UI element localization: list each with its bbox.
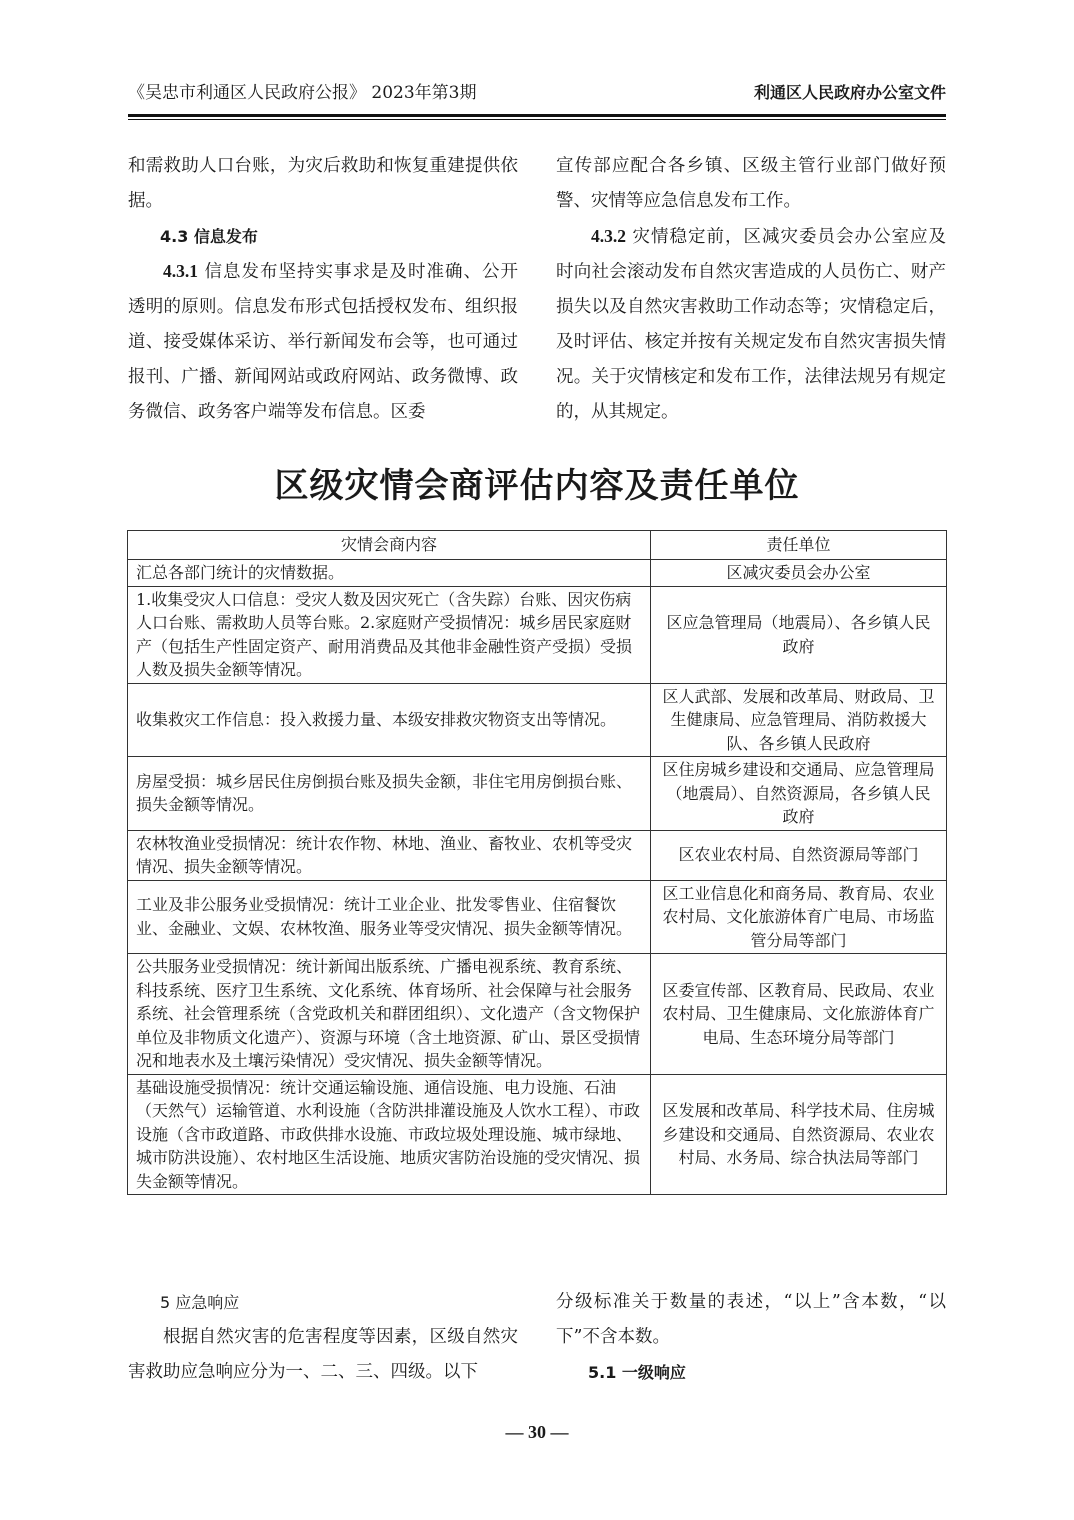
section-heading-4-3: 4.3 信息发布 (160, 227, 258, 246)
content-cell: 公共服务业受损情况：统计新闻出版系统、广播电视系统、教育系统、科技系统、医疗卫生系统、文化系统、体育场所、社会保障与社会服务系统、社会管理系统（含党政机关和群团组织）、文化遗产（含文物保护单位及非物质文化遗产）、资源与环境（含土地资源、矿山、景区受损情况和地表水及土壤污染情况）受灾情况、损失金额等情况。 (128, 954, 651, 1075)
table-row (128, 757, 947, 831)
document-type: 利通区人民政府办公室文件 (753, 83, 946, 102)
paragraph-text: 灾情稳定前，区减灾委员会办公室应及时向社会滚动发布自然灾害造成的人员伤亡、财产损失以及自然灾害救助工作动态等；灾情稳定后，及时评估、核定并按有关规定发布自然灾害损失情况。关于灾情核定和发布工作，法律法规另有规定的，从其规定。 (556, 227, 946, 422)
paragraph: 和需救助人口台账，为灾后救助和恢复重建提供依据。 (128, 156, 518, 211)
content-cell: 工业及非公服务业受损情况：统计工业企业、批发零售业、住宿餐饮业、金融业、文娱、农林牧渔、服务业等受灾情况、损失金额等情况。 (128, 880, 651, 954)
table-row (128, 1074, 947, 1195)
content-cell: 农林牧渔业受损情况：统计农作物、林地、渔业、畜牧业、农机等受灾情况、损失金额等情况。 (128, 830, 651, 880)
unit-cell: 区应急管理局（地震局）、各乡镇人民政府 (651, 586, 947, 683)
table-row (128, 683, 947, 757)
unit-cell: 区发展和改革局、科学技术局、住房城乡建设和交通局、自然资源局、农业农村局、水务局、综合执法局等部门 (651, 1074, 947, 1195)
bottom-right-column (556, 1285, 946, 1390)
table-row (128, 560, 947, 587)
clause-number: 4.3.1 (163, 261, 198, 281)
table-row (128, 954, 947, 1075)
table-title: 区级灾情会商评估内容及责任单位 (274, 466, 800, 506)
section-heading-5: 5 应急响应 (160, 1293, 240, 1312)
column-header-content: 灾情会商内容 (128, 531, 651, 560)
content-cell: 1.收集受灾人口信息：受灾人数及因灾死亡（含失踪）台账、因灾伤病人口台账、需救助人员等台账。2.家庭财产受损情况：城乡居民家庭财产（包括生产性固定资产、耐用消费品及其他非金融性资产受损）受损人数及损失金额等情况。 (128, 586, 651, 683)
paragraph-4-3-1 (128, 254, 518, 430)
unit-cell: 区减灾委员会办公室 (651, 560, 947, 587)
header-rule-thin (128, 119, 946, 120)
table-row (128, 880, 947, 954)
unit-cell: 区人武部、发展和改革局、财政局、卫生健康局、应急管理局、消防救援大队、各乡镇人民政府 (651, 683, 947, 757)
page-number: — 30 — (505, 1422, 569, 1442)
content-cell: 基础设施受损情况：统计交通运输设施、通信设施、电力设施、石油（天然气）运输管道、水利设施（含防洪排灌设施及人饮水工程）、市政设施（含市政道路、市政供排水设施、市政垃圾处理设施、城市绿地、城市防洪设施）、农村地区生活设施、地质灾害防治设施的受灾情况、损失金额等情况。 (128, 1074, 651, 1195)
publication-title: 《吴忠市利通区人民政府公报》 2023年第3期 (128, 83, 477, 103)
bottom-left-column (128, 1285, 518, 1390)
paragraph-text: 信息发布坚持实事求是及时准确、公开透明的原则。信息发布形式包括授权发布、组织报道、接受媒体采访、举行新闻发布会等，也可通过报刊、广播、新闻网站或政府网站、政务微博、政务微信、政务客户端等发布信息。区委 (128, 262, 518, 422)
paragraph-4-3-2 (556, 219, 946, 430)
content-cell: 汇总各部门统计的灾情数据。 (128, 560, 651, 587)
paragraph: 分级标准关于数量的表述，“以上”含本数，“以下”不含本数。 (556, 1292, 946, 1347)
column-header-unit: 责任单位 (651, 531, 947, 560)
header-rule-thick (128, 114, 946, 117)
paragraph: 根据自然灾害的危害程度等因素，区级自然灾害救助应急响应分为一、二、三、四级。以下 (128, 1327, 518, 1382)
unit-cell: 区委宣传部、区教育局、民政局、农业农村局、卫生健康局、文化旅游体育广电局、生态环境分局等部门 (651, 954, 947, 1075)
table-row (128, 830, 947, 880)
unit-cell: 区农业农村局、自然资源局等部门 (651, 830, 947, 880)
content-cell: 收集救灾工作信息：投入救援力量、本级安排救灾物资支出等情况。 (128, 683, 651, 757)
section-heading-5-1: 5.1 一级响应 (588, 1363, 686, 1382)
table-row (128, 586, 947, 683)
unit-cell: 区工业信息化和商务局、教育局、农业农村局、文化旅游体育广电局、市场监管分局等部门 (651, 880, 947, 954)
clause-number: 4.3.2 (591, 226, 626, 246)
paragraph: 宣传部应配合各乡镇、区级主管行业部门做好预警、灾情等应急信息发布工作。 (556, 156, 946, 211)
top-left-column (128, 149, 518, 430)
page-header (128, 78, 946, 108)
assessment-table (127, 530, 947, 1195)
top-right-column (556, 149, 946, 430)
content-cell: 房屋受损：城乡居民住房倒损台账及损失金额，非住宅用房倒损台账、损失金额等情况。 (128, 757, 651, 831)
unit-cell: 区住房城乡建设和交通局、应急管理局（地震局）、自然资源局，各乡镇人民政府 (651, 757, 947, 831)
table-header-row (128, 531, 947, 560)
